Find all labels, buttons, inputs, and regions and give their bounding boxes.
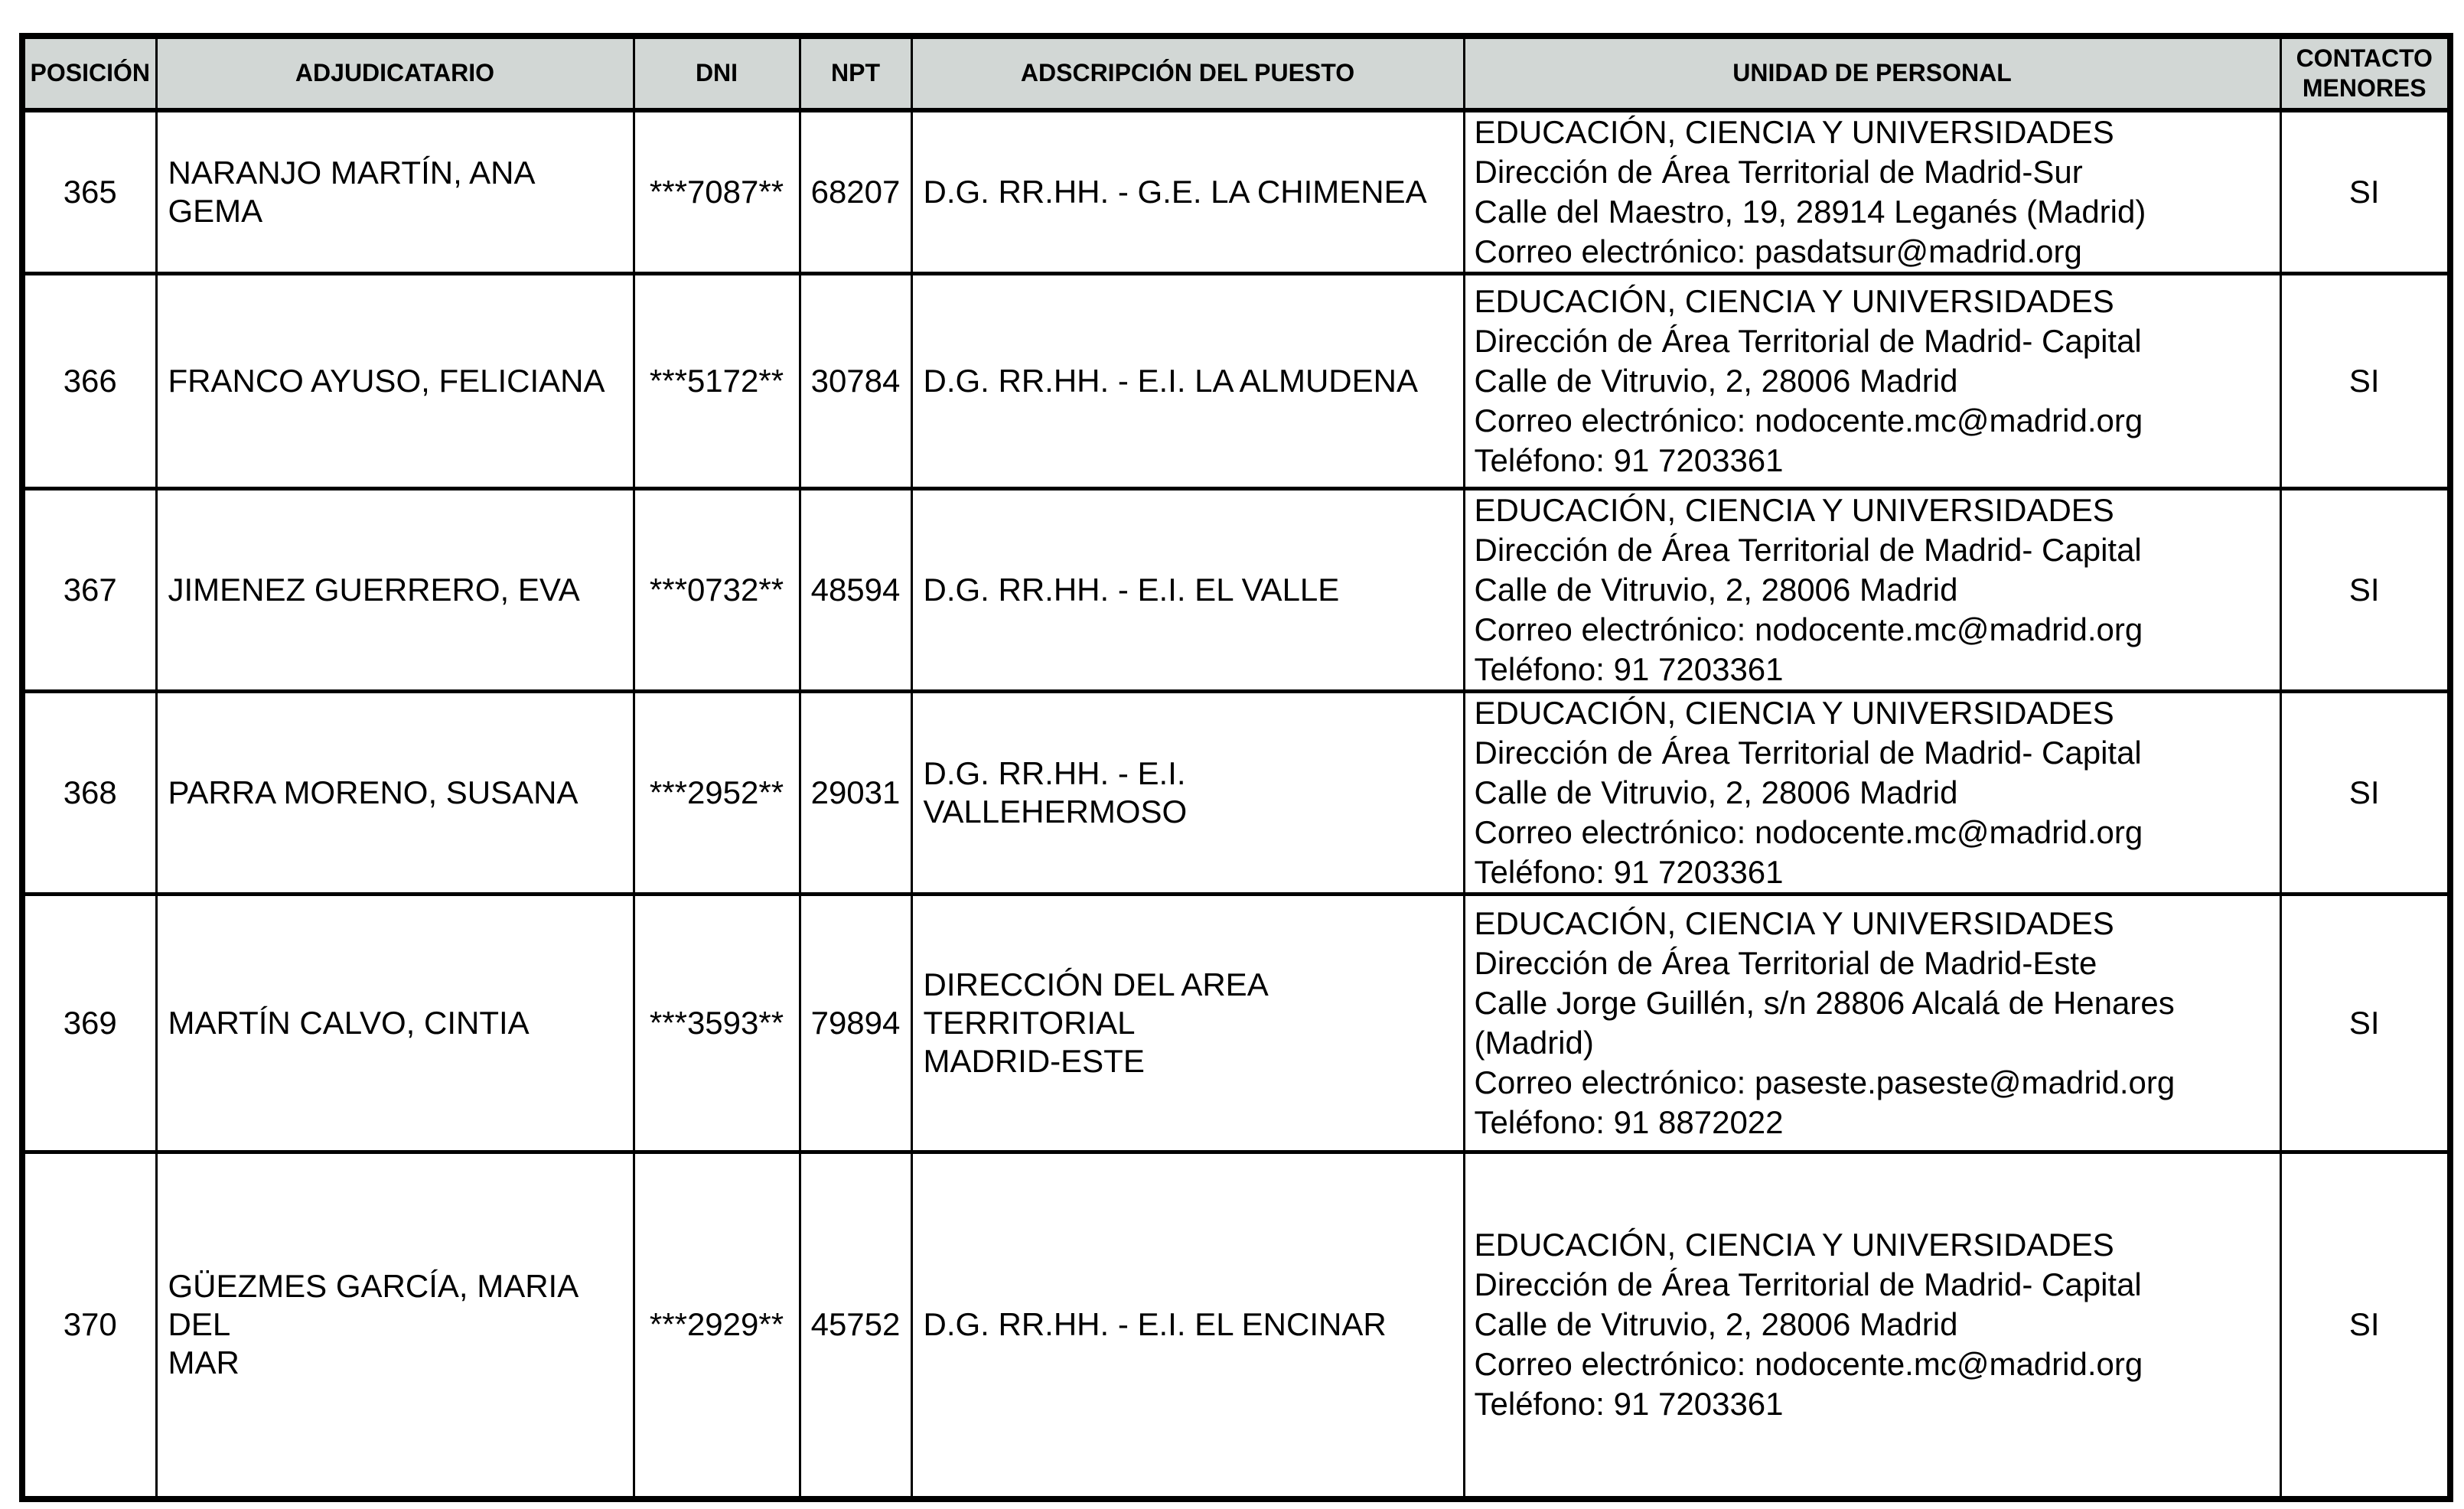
cell-adjudicatario bbox=[156, 110, 634, 274]
unidad-line: Calle de Vitruvio, 2, 28006 Madrid bbox=[1474, 774, 1958, 810]
unidad-line: EDUCACIÓN, CIENCIA Y UNIVERSIDADES bbox=[1474, 492, 2114, 528]
unidad-line: Calle de Vitruvio, 2, 28006 Madrid bbox=[1474, 1306, 1958, 1343]
unidad-line: Dirección de Área Territorial de Madrid- Capital bbox=[1474, 532, 2142, 568]
unidad-line: Correo electrónico: nodocente.mc@madrid.org bbox=[1474, 403, 2143, 438]
unidad-line: (Madrid) bbox=[1474, 1025, 1594, 1061]
unidad-line: Calle de Vitruvio, 2, 28006 Madrid bbox=[1474, 363, 1958, 399]
table-row bbox=[22, 274, 2450, 489]
cell-posicion: 366 bbox=[22, 274, 156, 489]
unidad-line: EDUCACIÓN, CIENCIA Y UNIVERSIDADES bbox=[1474, 695, 2114, 731]
cell-unidad bbox=[1464, 274, 2280, 489]
cell-unidad bbox=[1464, 692, 2280, 895]
column-header-posicion: POSICIÓN bbox=[22, 36, 156, 110]
cell-contacto: SI bbox=[2280, 489, 2450, 692]
unidad-line: Dirección de Área Territorial de Madrid- Capital bbox=[1474, 735, 2142, 771]
adjudicatario-line: JIMENEZ GUERRERO, EVA bbox=[168, 572, 580, 608]
cell-adscripcion bbox=[911, 895, 1464, 1152]
cell-posicion: 369 bbox=[22, 895, 156, 1152]
adjudicatario-line: GÜEZMES GARCÍA, MARIA DEL bbox=[168, 1268, 577, 1343]
unidad-line: Correo electrónico: nodocente.mc@madrid.org bbox=[1474, 814, 2143, 850]
cell-adjudicatario bbox=[156, 895, 634, 1152]
column-header-dni: DNI bbox=[634, 36, 800, 110]
cell-npt: 45752 bbox=[800, 1152, 911, 1499]
table-body bbox=[22, 110, 2450, 1499]
adjudicatario-line: NARANJO MARTÍN, ANA GEMA bbox=[168, 155, 534, 229]
adscripcion-line: D.G. RR.HH. - E.I. EL ENCINAR bbox=[923, 1306, 1387, 1343]
unidad-line: Dirección de Área Territorial de Madrid-Este bbox=[1474, 945, 2097, 981]
cell-adjudicatario bbox=[156, 489, 634, 692]
cell-posicion: 370 bbox=[22, 1152, 156, 1499]
column-header-unidad: UNIDAD DE PERSONAL bbox=[1464, 36, 2280, 110]
unidad-line: Dirección de Área Territorial de Madrid-Sur bbox=[1474, 154, 2083, 190]
cell-contacto: SI bbox=[2280, 895, 2450, 1152]
adscripcion-line: D.G. RR.HH. - E.I. LA ALMUDENA bbox=[923, 363, 1418, 399]
cell-dni: ***5172** bbox=[634, 274, 800, 489]
unidad-line: EDUCACIÓN, CIENCIA Y UNIVERSIDADES bbox=[1474, 283, 2114, 319]
unidad-line: Correo electrónico: nodocente.mc@madrid.org bbox=[1474, 1346, 2143, 1383]
unidad-line: EDUCACIÓN, CIENCIA Y UNIVERSIDADES bbox=[1474, 1227, 2114, 1263]
cell-contacto: SI bbox=[2280, 274, 2450, 489]
table-header bbox=[22, 36, 2450, 110]
table-row bbox=[22, 895, 2450, 1152]
cell-adjudicatario bbox=[156, 692, 634, 895]
cell-dni: ***2952** bbox=[634, 692, 800, 895]
table-row bbox=[22, 489, 2450, 692]
cell-unidad bbox=[1464, 110, 2280, 274]
adjudicatario-line: MARTÍN CALVO, CINTIA bbox=[168, 1005, 530, 1041]
cell-posicion: 365 bbox=[22, 110, 156, 274]
unidad-line: Teléfono: 91 7203361 bbox=[1474, 1386, 1784, 1423]
unidad-line: Teléfono: 91 8872022 bbox=[1474, 1104, 1784, 1140]
cell-npt: 79894 bbox=[800, 895, 911, 1152]
table-row bbox=[22, 692, 2450, 895]
unidad-line: Calle Jorge Guillén, s/n 28806 Alcalá de Henares bbox=[1474, 985, 2175, 1021]
cell-contacto: SI bbox=[2280, 1152, 2450, 1499]
adjudicatario-line: FRANCO AYUSO, FELICIANA bbox=[168, 363, 605, 399]
adscripcion-line: MADRID-ESTE bbox=[923, 1043, 1145, 1079]
cell-npt: 48594 bbox=[800, 489, 911, 692]
adjudicatarios-table bbox=[19, 33, 2453, 1502]
cell-adscripcion bbox=[911, 1152, 1464, 1499]
cell-adscripcion bbox=[911, 110, 1464, 274]
cell-contacto: SI bbox=[2280, 692, 2450, 895]
unidad-line: Teléfono: 91 7203361 bbox=[1474, 651, 1784, 687]
cell-dni: ***2929** bbox=[634, 1152, 800, 1499]
table-row bbox=[22, 1152, 2450, 1499]
cell-unidad bbox=[1464, 1152, 2280, 1499]
cell-adjudicatario bbox=[156, 1152, 634, 1499]
unidad-line: Dirección de Área Territorial de Madrid- Capital bbox=[1474, 1266, 2142, 1303]
cell-dni: ***0732** bbox=[634, 489, 800, 692]
unidad-line: Teléfono: 91 7203361 bbox=[1474, 442, 1784, 478]
table-row bbox=[22, 110, 2450, 274]
header-row bbox=[22, 36, 2450, 110]
unidad-line: Correo electrónico: pasdatsur@madrid.org bbox=[1474, 233, 2082, 269]
column-header-adscripcion: ADSCRIPCIÓN DEL PUESTO bbox=[911, 36, 1464, 110]
adjudicatario-line: MAR bbox=[168, 1344, 240, 1381]
unidad-line: Dirección de Área Territorial de Madrid- Capital bbox=[1474, 323, 2142, 359]
adjudicatario-line: PARRA MORENO, SUSANA bbox=[168, 774, 579, 810]
unidad-line: Calle de Vitruvio, 2, 28006 Madrid bbox=[1474, 572, 1958, 608]
cell-dni: ***3593** bbox=[634, 895, 800, 1152]
cell-unidad bbox=[1464, 489, 2280, 692]
unidad-line: Correo electrónico: paseste.paseste@madrid.org bbox=[1474, 1064, 2176, 1100]
cell-dni: ***7087** bbox=[634, 110, 800, 274]
unidad-line: Correo electrónico: nodocente.mc@madrid.org bbox=[1474, 611, 2143, 647]
unidad-line: EDUCACIÓN, CIENCIA Y UNIVERSIDADES bbox=[1474, 905, 2114, 941]
column-header-npt: NPT bbox=[800, 36, 911, 110]
cell-npt: 68207 bbox=[800, 110, 911, 274]
cell-contacto: SI bbox=[2280, 110, 2450, 274]
cell-adscripcion bbox=[911, 692, 1464, 895]
unidad-line: Calle del Maestro, 19, 28914 Leganés (Madrid) bbox=[1474, 194, 2146, 230]
cell-adscripcion bbox=[911, 274, 1464, 489]
cell-posicion: 368 bbox=[22, 692, 156, 895]
cell-posicion: 367 bbox=[22, 489, 156, 692]
adscripcion-line: DIRECCIÓN DEL AREA TERRITORIAL bbox=[923, 966, 1267, 1041]
adscripcion-line: D.G. RR.HH. - E.I. VALLEHERMOSO bbox=[923, 755, 1188, 829]
column-header-contacto: CONTACTO MENORES bbox=[2280, 36, 2450, 110]
cell-unidad bbox=[1464, 895, 2280, 1152]
cell-npt: 30784 bbox=[800, 274, 911, 489]
adscripcion-line: D.G. RR.HH. - G.E. LA CHIMENEA bbox=[923, 174, 1427, 210]
cell-npt: 29031 bbox=[800, 692, 911, 895]
adscripcion-line: D.G. RR.HH. - E.I. EL VALLE bbox=[923, 572, 1340, 608]
cell-adscripcion bbox=[911, 489, 1464, 692]
unidad-line: Teléfono: 91 7203361 bbox=[1474, 854, 1784, 890]
cell-adjudicatario bbox=[156, 274, 634, 489]
unidad-line: EDUCACIÓN, CIENCIA Y UNIVERSIDADES bbox=[1474, 114, 2114, 150]
column-header-adjudicatario: ADJUDICATARIO bbox=[156, 36, 634, 110]
